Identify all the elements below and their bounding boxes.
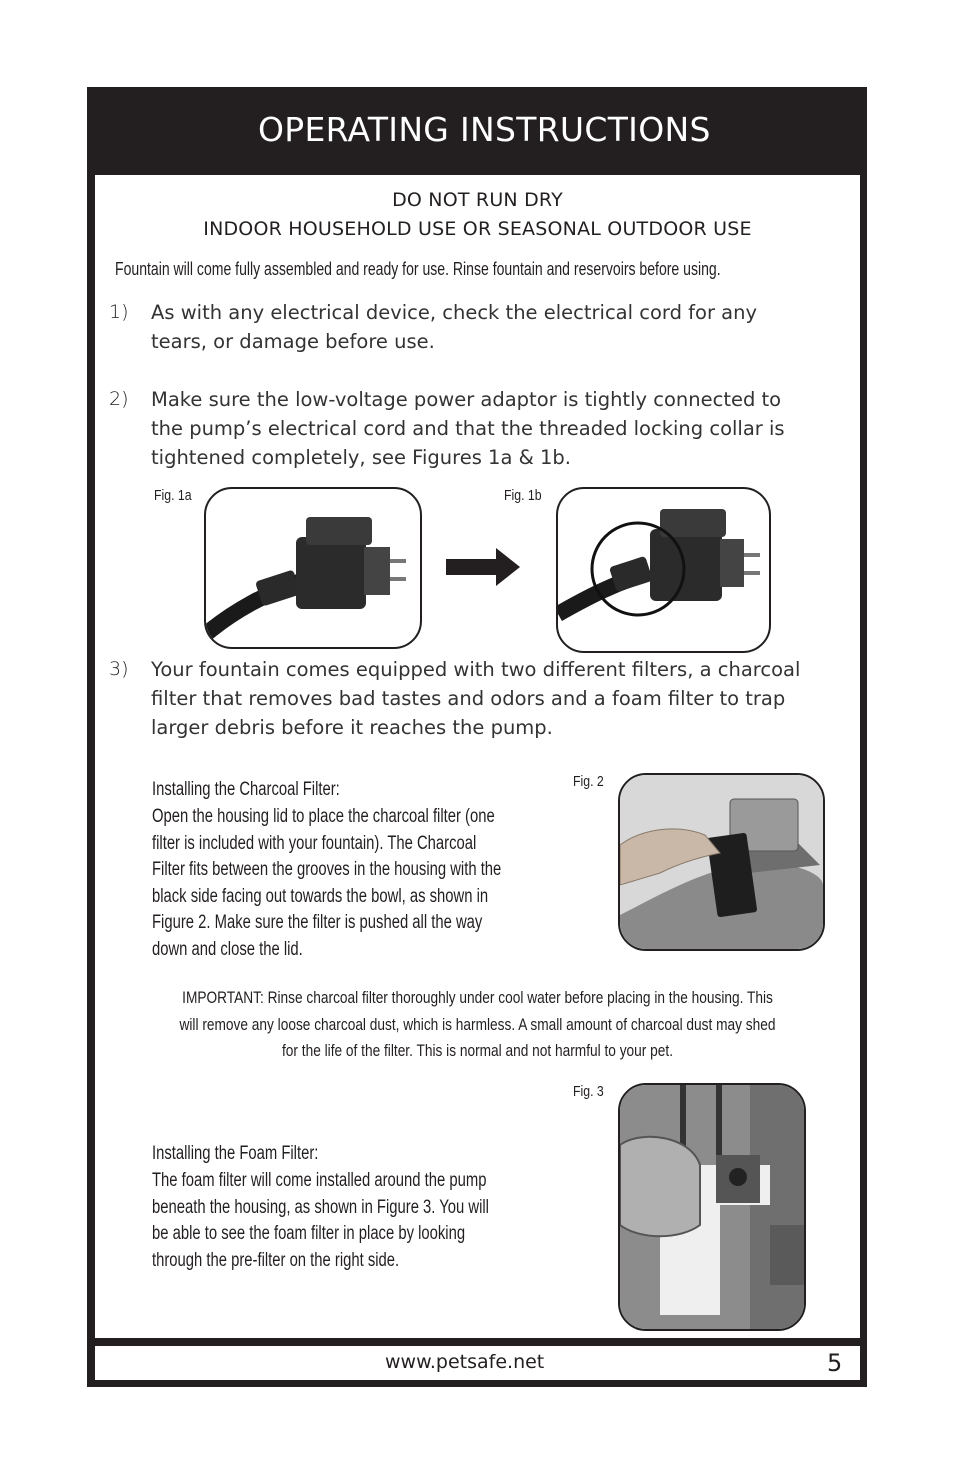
step-number: 3) [109, 658, 129, 680]
text-line: the pump’s electrical cord and that the threaded locking collar is [151, 417, 785, 440]
step-2-text [151, 385, 785, 472]
text-line: Filter fits between the grooves in the housing with the [152, 859, 502, 880]
figure-1b-image [556, 487, 771, 653]
intro-text: Fountain will come fully assembled and ready for use. Rinse fountain and reservoirs before using. [115, 259, 721, 279]
text-line: beneath the housing, as shown in Figure 3. You will [152, 1196, 489, 1218]
important-note [95, 985, 860, 1065]
text-line: Make sure the low-voltage power adaptor is tightly connected to [151, 388, 782, 411]
arrow-head-icon [496, 548, 520, 586]
fig-2-label: Fig. 2 [573, 773, 604, 790]
charcoal-heading: Installing the Charcoal Filter: [152, 779, 340, 800]
fig-1b-label: Fig. 1b [504, 487, 542, 504]
text-line: IMPORTANT: Rinse charcoal filter thoroughly under cool water before placing in the housing. This [182, 989, 773, 1007]
foam-heading: Installing the Foam Filter: [152, 1143, 319, 1164]
text-line: for the life of the filter. This is normal and not harmful to your pet. [281, 1042, 674, 1060]
text-line: tears, or damage before use. [151, 330, 435, 353]
step-3-text [151, 655, 800, 742]
text-line: be able to see the foam filter in place by looking [152, 1223, 466, 1244]
warning-line-1: DO NOT RUN DRY [392, 189, 563, 211]
figure-3-image [618, 1083, 806, 1331]
text-line: As with any electrical device, check the electrical cord for any [151, 301, 758, 324]
text-line: Your fountain comes equipped with two different filters, a charcoal [151, 658, 801, 681]
warning-line-2: INDOOR HOUSEHOLD USE OR SEASONAL OUTDOOR USE [203, 218, 752, 240]
text-line: tightened completely, see Figures 1a & 1b. [151, 446, 572, 469]
foam-body [152, 1168, 489, 1274]
page-number: 5 [827, 1349, 843, 1377]
page-title: OPERATING INSTRUCTIONS [258, 110, 711, 149]
step-1-text [151, 298, 757, 356]
text-line: The foam filter will come installed around the pump [152, 1170, 487, 1191]
fig-3-label: Fig. 3 [573, 1083, 604, 1100]
text-line: larger debris before it reaches the pump. [151, 716, 553, 739]
text-line: Figure 2. Make sure the filter is pushed all the way [152, 912, 483, 933]
text-line: filter is included with your fountain). The Charcoal [152, 832, 477, 854]
text-line: down and close the lid. [152, 938, 303, 960]
text-line: Open the housing lid to place the charcoal filter (one [152, 806, 495, 827]
text-line: black side facing out towards the bowl, as shown in [152, 885, 489, 907]
arrow-shaft [446, 559, 498, 575]
fig-1a-label: Fig. 1a [154, 487, 192, 504]
text-line: filter that removes bad tastes and odors and a foam filter to trap [151, 687, 786, 710]
figure-1a-image [204, 487, 422, 649]
footer-url[interactable]: www.petsafe.net [385, 1351, 545, 1373]
step-number: 1) [109, 301, 129, 323]
charcoal-body [152, 804, 501, 963]
figure-2-image [618, 773, 825, 951]
text-line: through the pre-filter on the right side. [152, 1249, 400, 1271]
step-number: 2) [109, 388, 129, 410]
text-line: will remove any loose charcoal dust, which is harmless. A small amount of charcoal dust may shed [179, 1015, 776, 1034]
